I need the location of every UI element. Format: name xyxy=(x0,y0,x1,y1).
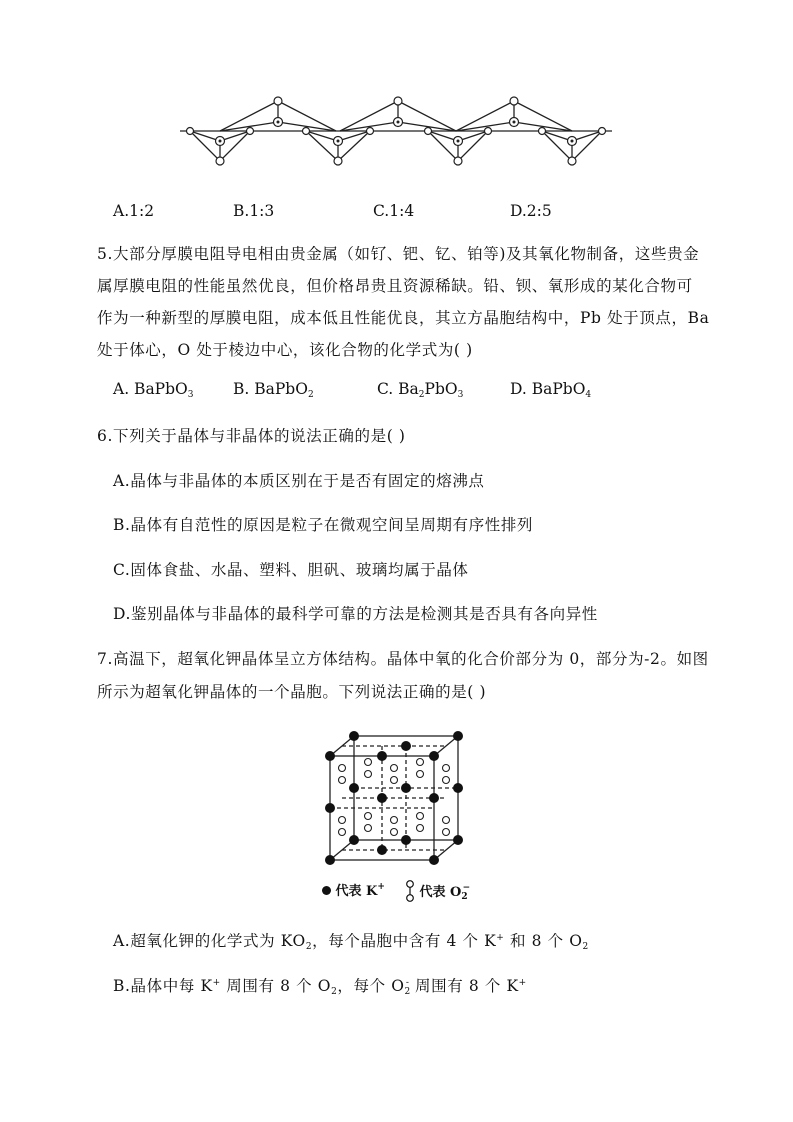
q5-option-a: A. BaPbO$_3$ xyxy=(113,380,194,400)
ko2-unit-cell-figure xyxy=(322,728,472,868)
q5-option-d: D. BaPbO$_4$ xyxy=(510,380,592,400)
q6-option-d: D.鉴别晶体与非晶体的最科学可靠的方法是检测其是否具有各向异性 xyxy=(113,605,598,623)
q7-stem-line-2: 所示为超氧化钾晶体的一个晶胞。下列说法正确的是( ) xyxy=(97,683,487,701)
q6-option-c: C.固体食盐、水晶、塑料、胆矾、玻璃均属于晶体 xyxy=(113,561,469,579)
o2-ion-icon xyxy=(405,880,415,902)
q4-option-d: D.2:5 xyxy=(510,202,552,220)
q6-option-b: B.晶体有自范性的原因是粒子在微观空间呈周期有序性排列 xyxy=(113,516,534,534)
legend-o2: 代表 $O_2^-$ xyxy=(405,880,470,902)
q6-stem: 6.下列关于晶体与非晶体的说法正确的是( ) xyxy=(97,427,406,445)
q5-stem-line-4: 处于体心，O 处于棱边中心，该化合物的化学式为( ) xyxy=(97,341,473,359)
q5-stem-line-3: 作为一种新型的厚膜电阻，成本低且性能优良，其立方晶胞结构中，Pb 处于顶点，Ba xyxy=(97,309,710,327)
q7-stem-line-1: 7.高温下，超氧化钾晶体呈立方体结构。晶体中氧的化合价部分为 0，部分为-2。如图 xyxy=(97,650,709,668)
q4-option-a: A.1:2 xyxy=(113,202,155,220)
q4-option-c: C.1:4 xyxy=(373,202,415,220)
q7-option-a: A.超氧化钾的化学式为 $KO_2$，每个晶胞中含有 4 个 K+ 和 8 个 $O_2$ xyxy=(113,932,589,952)
q4-option-b: B.1:3 xyxy=(233,202,275,220)
q7-option-b: B.晶体中每 K+ 周围有 8 个 $O_2$，每个 $O_2^-$ 周围有 8 个 K+ xyxy=(113,977,527,997)
q5-stem-line-1: 5.大部分厚膜电阻导电相由贵金属（如钌、钯、钇、铂等)及其氧化物制备，这些贵金 xyxy=(97,245,700,263)
q6-option-a: A.晶体与非晶体的本质区别在于是否有固定的熔沸点 xyxy=(113,472,485,490)
k-ion-icon xyxy=(322,886,331,895)
q5-option-b: B. BaPbO$_2$ xyxy=(233,380,314,400)
legend-k: 代表 K+ xyxy=(322,880,385,899)
q5-stem-line-2: 属厚膜电阻的性能虽然优良，但价格昂贵且资源稀缺。铅、钡、氧形成的某化合物可 xyxy=(97,277,693,295)
chain-structure-figure xyxy=(180,95,620,170)
q5-option-c: C. $Ba_2PbO_3$ xyxy=(377,380,464,400)
